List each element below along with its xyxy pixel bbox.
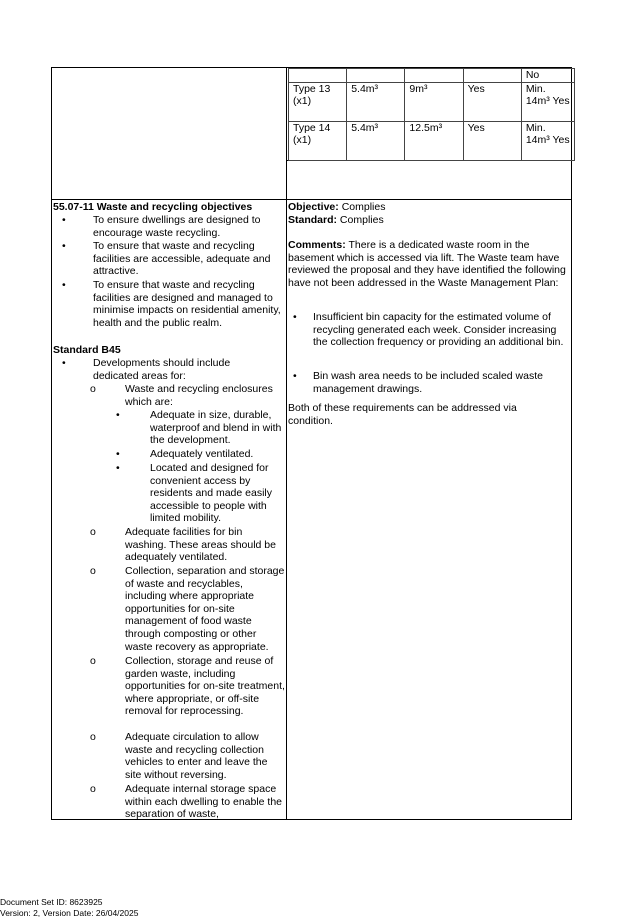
bullet-icon: • [293, 311, 297, 323]
objective-item: To ensure that waste and recycling facilities are accessible, adequate and attractive. [93, 240, 271, 278]
table-cell: No [521, 69, 574, 83]
section-heading: 55.07-11 Waste and recycling objectives [53, 201, 253, 213]
table-row [289, 82, 575, 121]
table-cell [289, 69, 347, 83]
bullet-icon: • [62, 357, 66, 369]
objective-value: Complies [338, 201, 386, 213]
circle-bullet-icon: o [90, 731, 96, 743]
column-divider [286, 67, 287, 820]
standard-sub-item: Adequate circulation to allow waste and recycling collection vehicles to enter and leave the site without reversing. [125, 731, 268, 781]
bullet-icon: • [293, 370, 297, 382]
table-cell: Yes [463, 82, 521, 121]
bullet-icon: • [62, 240, 66, 252]
circle-bullet-icon: o [90, 565, 96, 577]
standard-label: Standard: [288, 214, 338, 226]
circle-bullet-icon: o [90, 655, 96, 667]
enclosure-item: Adequately ventilated. [150, 448, 254, 460]
bullet-icon: • [116, 462, 120, 474]
table-cell: Type 14 (x1) [289, 121, 347, 160]
table-cell [347, 69, 405, 83]
table-cell [463, 69, 521, 83]
bullet-icon: • [116, 448, 120, 460]
circle-bullet-icon: o [90, 383, 96, 395]
table-cell: 9m³ [405, 82, 463, 121]
bullet-icon: • [62, 279, 66, 291]
standard-intro: Developments should include dedicated areas for: [93, 357, 231, 382]
comments-paragraph [288, 239, 567, 289]
table-row [289, 121, 575, 160]
objective-item: To ensure that waste and recycling facilities are designed and managed to minimise impacts on residential amenity, health and the public realm. [93, 279, 281, 329]
table-cell: 12.5m³ [405, 121, 463, 160]
circle-bullet-icon: o [90, 526, 96, 538]
issue-item: Bin wash area needs to be included scaled waste management drawings. [313, 370, 543, 395]
issue-item: Insufficient bin capacity for the estimated volume of recycling generated each week. Consider increasing the collection frequency or providing an additional bin. [313, 311, 564, 349]
version-info: Version: 2, Version Date: 26/04/2025 [0, 908, 139, 918]
enclosure-item: Located and designed for convenient access by residents and made easily accessible to people with limited mobility. [150, 462, 272, 525]
standard-sub-item: Adequate facilities for bin washing. These areas should be adequately ventilated. [125, 526, 276, 564]
comments-text: There is a dedicated waste room in the basement which is accessed via lift. The Waste team have reviewed the proposal and they have identified the following have not been addressed in the Waste Management Plan: [288, 239, 566, 289]
table-cell [405, 69, 463, 83]
bullet-icon: • [62, 214, 66, 226]
table-cell: Type 13 (x1) [289, 82, 347, 121]
objective-item: To ensure dwellings are designed to encourage waste recycling. [93, 214, 261, 239]
table-cell: Min. 14m³ Yes [521, 82, 574, 121]
table-cell: Min. 14m³ Yes [521, 121, 574, 160]
standard-status [288, 214, 384, 227]
bin-capacity-table [288, 68, 575, 161]
table-cell: 5.4m³ [347, 82, 405, 121]
row-divider [51, 199, 572, 200]
table-cell: 5.4m³ [347, 121, 405, 160]
comments-label: Comments: [288, 239, 346, 251]
standard-value: Complies [337, 214, 384, 226]
standard-sub-item: Collection, separation and storage of waste and recyclables, including where appropriate opportunities for on-site management of food waste through composting or other waste recovery as appropriate. [125, 565, 285, 653]
bullet-icon: • [116, 409, 120, 421]
standard-sub-item: Adequate internal storage space within each dwelling to enable the separation of waste, [125, 783, 283, 821]
enclosure-item: Adequate in size, durable, waterproof and blend in with the development. [150, 409, 282, 447]
document-set-id: Document Set ID: 8623925 [0, 897, 103, 907]
standard-heading: Standard B45 [53, 344, 121, 356]
standard-sub-item: Collection, storage and reuse of garden waste, including opportunities for on-site treatment, where appropriate, or off-site removal for reprocessing. [125, 655, 285, 718]
conclusion-paragraph: Both of these requirements can be addressed via condition. [288, 402, 517, 427]
objective-label: Objective: [288, 201, 339, 213]
circle-bullet-icon: o [90, 783, 96, 795]
table-cell: Yes [463, 121, 521, 160]
standard-sub-item: Waste and recycling enclosures which are: [125, 383, 273, 408]
table-row [289, 69, 575, 83]
objective-status [288, 201, 385, 214]
